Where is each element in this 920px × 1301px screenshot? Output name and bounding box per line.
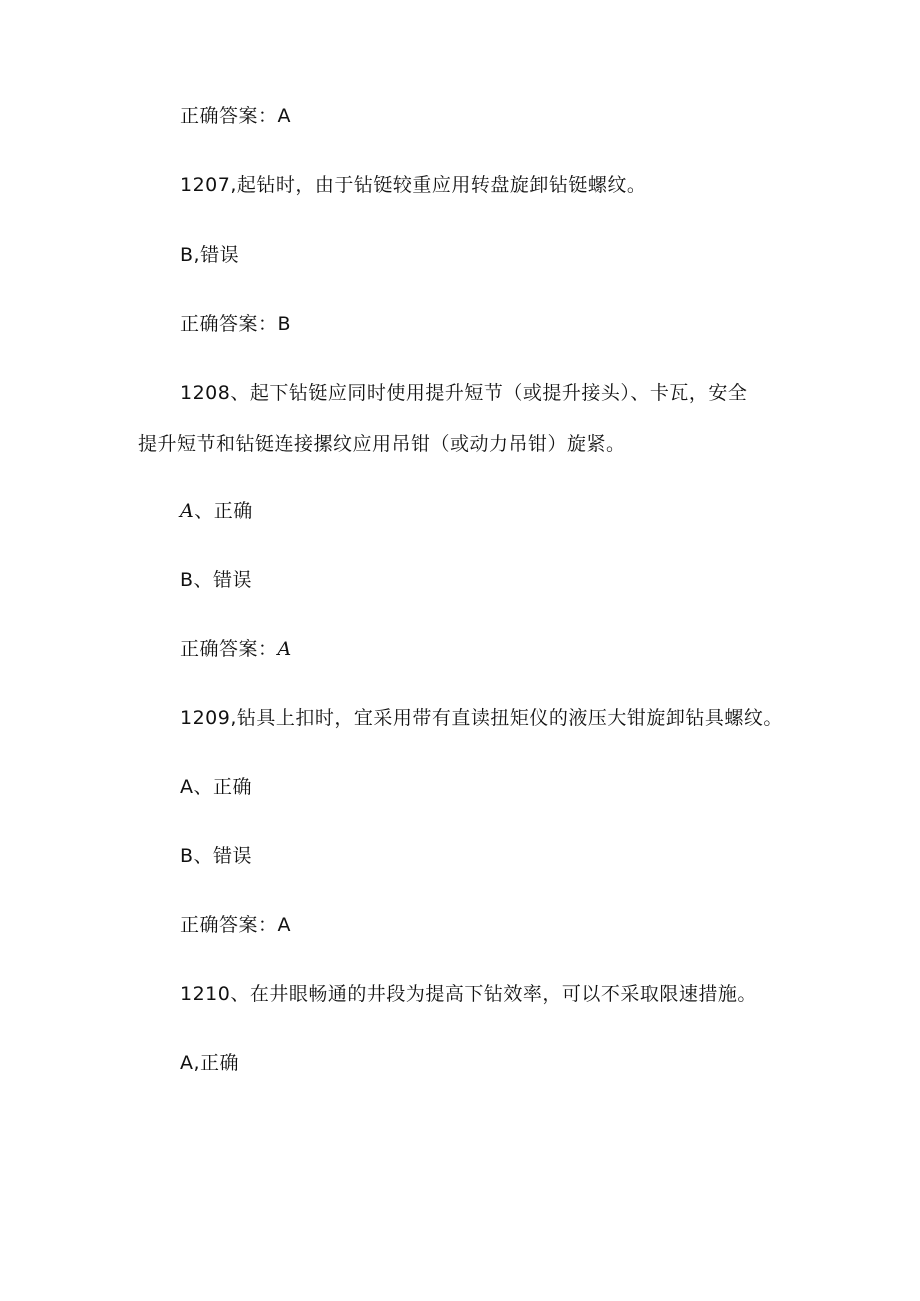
answer-1208 xyxy=(180,636,292,662)
answer-letter: A xyxy=(277,638,292,660)
option-letter: A xyxy=(180,500,195,522)
option-1207-b: B,错误 xyxy=(180,244,240,266)
answer-prefix: 正确答案： xyxy=(180,638,278,660)
question-1209: 1209,钻具上扣时，宜采用带有直读扭矩仪的液压大钳旋卸钻具螺纹。 xyxy=(180,707,783,729)
option-1210-a: A,正确 xyxy=(180,1052,240,1074)
answer-1206: 正确答案：A xyxy=(180,105,291,127)
option-1208-a xyxy=(180,498,253,524)
option-1209-b: B、错误 xyxy=(180,845,253,867)
question-1207: 1207,起钻时，由于钻铤较重应用转盘旋卸钻铤螺纹。 xyxy=(180,174,647,196)
question-1208-line-1: 1208、起下钻铤应同时使用提升短节（或提升接头）、卡瓦，安全 xyxy=(180,382,748,404)
option-text: 、正确 xyxy=(194,500,253,522)
option-1208-b: B、错误 xyxy=(180,569,253,591)
question-1208-line-2: 提升短节和钻铤连接摞纹应用吊钳（或动力吊钳）旋紧。 xyxy=(138,433,626,455)
option-1209-a: A、正确 xyxy=(180,776,252,798)
answer-1209: 正确答案：A xyxy=(180,914,291,936)
answer-1207: 正确答案：B xyxy=(180,313,292,335)
question-1210: 1210、在井眼畅通的井段为提高下钻效率，可以不采取限速措施。 xyxy=(180,983,757,1005)
